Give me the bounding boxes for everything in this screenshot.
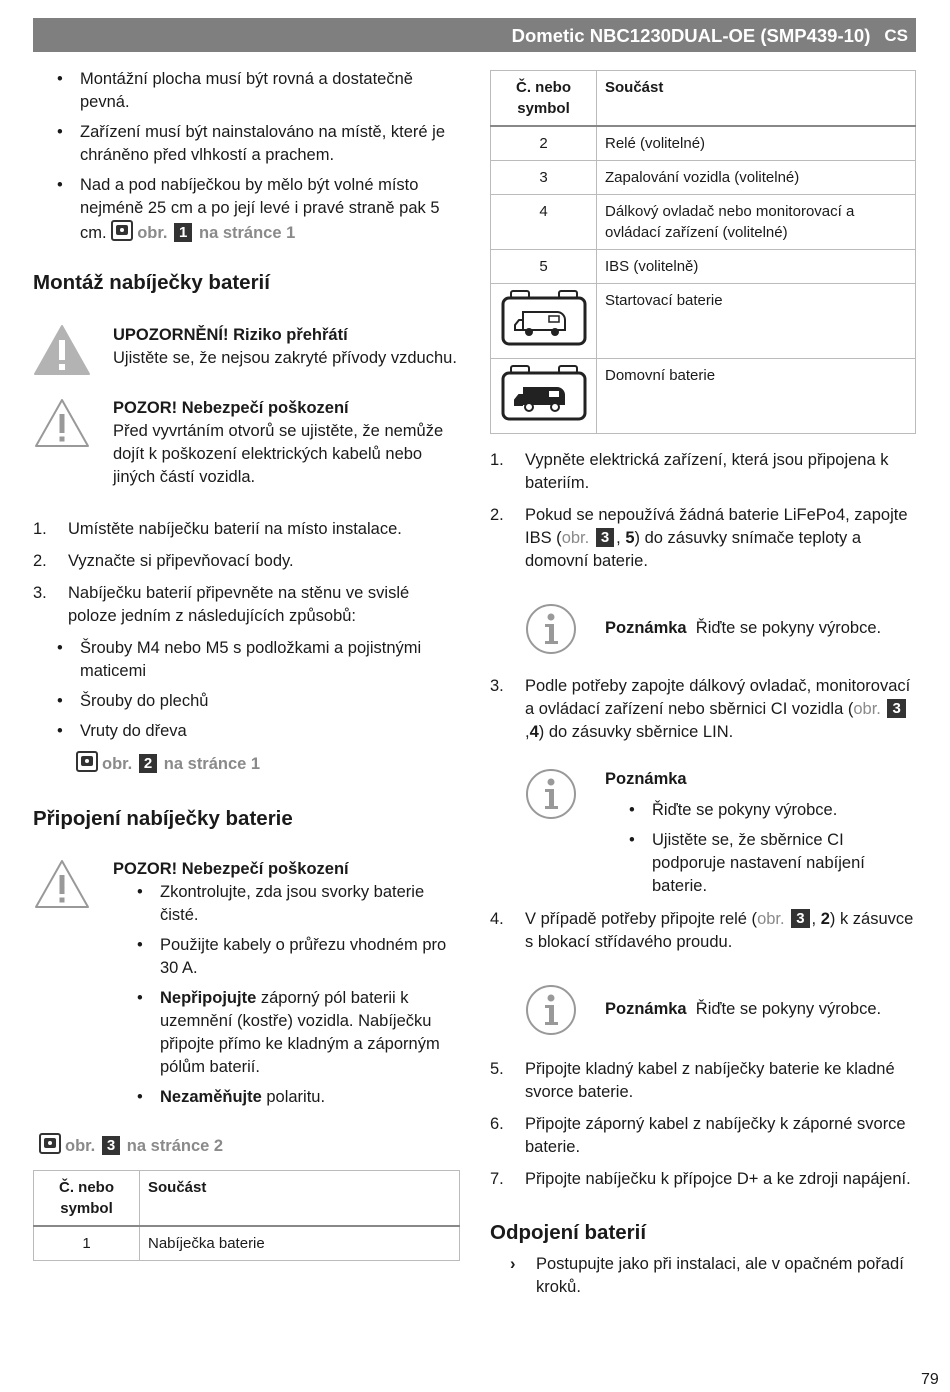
- section-title-connecting: Připojení nabíječky baterie: [33, 807, 293, 830]
- components-table-1: [33, 1170, 460, 1261]
- note-text: Řiďte se pokyny výrobce.: [695, 1000, 882, 1018]
- caution-title: POZOR! Nebezpečí poškození: [113, 860, 349, 878]
- warning-text: Ujistěte se, že nejsou zakryté přívody vzduchu.: [113, 349, 457, 367]
- components-table-2: [490, 70, 916, 434]
- table-row: 4 Dálkový ovladač nebo monitorovací a ovládací zařízení (volitelné): [491, 195, 916, 250]
- list-item: • Šrouby do plechů: [33, 690, 460, 713]
- language-code: CS: [884, 25, 908, 45]
- table-row: Startovací baterie: [491, 284, 916, 359]
- camera-icon: [39, 1133, 61, 1154]
- table-row: 5 IBS (volitelně): [491, 250, 916, 284]
- mounting-steps: [33, 518, 460, 628]
- list-item: 1. Umístěte nabíječku baterií na místo instalace.: [33, 520, 402, 538]
- list-item: 7. Připojte nabíječku k přípojce D+ a ke zdroji napájení.: [490, 1170, 911, 1188]
- camera-icon: [111, 220, 133, 241]
- requirements-list: [33, 68, 460, 245]
- note-2: [490, 768, 916, 898]
- mounting-options: [33, 637, 460, 743]
- column-header: Součást: [597, 71, 916, 127]
- list-item: • Řiďte se pokyny výrobce.: [605, 799, 916, 822]
- caution-damage-1: [33, 397, 460, 489]
- connection-steps-cont: [490, 675, 916, 744]
- connection-steps-cont3: [490, 1058, 916, 1191]
- chevron-right-icon: ›: [510, 1255, 516, 1273]
- list-item: • Šrouby M4 nebo M5 s podložkami a pojistnými maticemi: [33, 637, 460, 683]
- table-row: 2 Relé (volitelné): [491, 126, 916, 161]
- starter-battery-icon: [501, 290, 587, 346]
- figure-ref-3[interactable]: obr. 3 na stránce 2: [39, 1137, 223, 1155]
- table-row: 1 Nabíječka baterie: [34, 1226, 460, 1261]
- section-title-disconnecting: Odpojení baterií: [490, 1221, 647, 1244]
- column-header: Č. nebo symbol: [34, 1171, 140, 1227]
- list-item: • Použijte kabely o průřezu vhodném pro 30 A.: [113, 934, 460, 980]
- list-item: • Montážní plocha musí být rovná a dostatečně pevná.: [33, 68, 460, 114]
- note-title: Poznámka: [605, 770, 687, 788]
- info-icon: [525, 984, 577, 1036]
- note-1: [490, 603, 916, 655]
- list-item: • Vruty do dřeva: [33, 720, 460, 743]
- list-item: 1. Vypněte elektrická zařízení, která jsou připojena k bateriím.: [490, 451, 889, 492]
- warning-title: UPOZORNĚNÍ! Riziko přehřátí: [113, 326, 348, 344]
- table-header-row: [34, 1171, 460, 1227]
- house-battery-icon: [501, 365, 587, 421]
- table-header-row: [491, 71, 916, 127]
- caution-bullets: [113, 881, 460, 1109]
- list-item: 3. Nabíječku baterií připevněte na stěnu ve svislé poloze jedním z následujících způsobů:: [33, 584, 410, 625]
- column-header: Součást: [140, 1171, 460, 1227]
- section-title-mounting: Montáž nabíječky baterií: [33, 271, 270, 294]
- column-header: Č. nebo symbol: [491, 71, 597, 127]
- list-item: 2. Pokud se nepoužívá žádná baterie LiFePo4, zapojte IBS (obr. 3 , 5) do zásuvky snímače teploty a domovní baterie.: [490, 506, 908, 570]
- table-row: Domovní baterie: [491, 359, 916, 434]
- left-column: [33, 68, 460, 1261]
- list-item: • Zkontrolujte, zda jsou svorky baterie čisté.: [113, 881, 460, 927]
- list-item: 6. Připojte záporný kabel z nabíječky k záporné svorce baterie.: [490, 1115, 906, 1156]
- right-column: [490, 70, 916, 1299]
- warning-overheat: [33, 324, 460, 370]
- list-item: • Zařízení musí být nainstalováno na místě, které je chráněno před vlhkostí a prachem.: [33, 121, 460, 167]
- caution-title: POZOR! Nebezpečí poškození: [113, 399, 349, 417]
- list-item: 2. Vyznačte si připevňovací body.: [33, 552, 294, 570]
- warning-icon: [33, 324, 91, 376]
- note-title: Poznámka: [605, 619, 687, 637]
- header-title: Dometic NBC1230DUAL-OE (SMP439-10): [511, 24, 871, 46]
- note-bullets: [605, 799, 916, 898]
- info-icon: [525, 603, 577, 655]
- page-header: [33, 18, 916, 52]
- list-item: • Nepřipojujte záporný pól baterii k uzemnění (kostře) vozidla. Nabíječku připojte přímo ke kladným a záporným pólům baterií.: [113, 987, 460, 1079]
- caution-icon: [33, 858, 91, 910]
- connection-steps: [490, 449, 916, 573]
- list-item: 4. V případě potřeby připojte relé (obr. 3 , 2) k zásuvce s blokací střídavého proudu.: [490, 910, 914, 951]
- list-item: 3. Podle potřeby zapojte dálkový ovladač, monitorovací a ovládací zařízení nebo sběrnici CI vozidla (obr. 3,4) do zásuvky sběrnice LIN.: [490, 677, 911, 741]
- note-title: Poznámka: [605, 1000, 687, 1018]
- table-row: 3 Zapalování vozidla (volitelné): [491, 161, 916, 195]
- note-text: Řiďte se pokyny výrobce.: [695, 619, 882, 637]
- caution-damage-2: [33, 858, 460, 1109]
- caution-icon: [33, 397, 91, 449]
- camera-icon: [76, 751, 98, 772]
- note-3: [490, 984, 916, 1036]
- final-instruction: › Postupujte jako při instalaci, ale v opačném pořadí kroků.: [510, 1255, 904, 1296]
- info-icon: [525, 768, 577, 820]
- caution-text: Před vyvrtáním otvorů se ujistěte, že nemůže dojít k poškození elektrických kabelů nebo jiných částí vozidla.: [113, 422, 444, 486]
- figure-ref-1[interactable]: obr. 1 na stránce 1: [111, 224, 295, 242]
- page-number: 79: [921, 1371, 939, 1388]
- figure-ref-2[interactable]: obr. 2 na stránce 1: [76, 755, 260, 773]
- list-item: • Nezaměňujte polaritu.: [113, 1086, 460, 1109]
- list-item: 5. Připojte kladný kabel z nabíječky baterie ke kladné svorce baterie.: [490, 1060, 895, 1101]
- list-item: • Ujistěte se, že sběrnice CI podporuje nastavení nabíjení baterie.: [605, 829, 916, 898]
- connection-steps-cont2: [490, 908, 916, 954]
- list-item: • Nad a pod nabíječkou by mělo být volné místo nejméně 25 cm a po její levé i pravé straně pak 5 cm. obr. 1 na stránce 1: [33, 174, 460, 245]
